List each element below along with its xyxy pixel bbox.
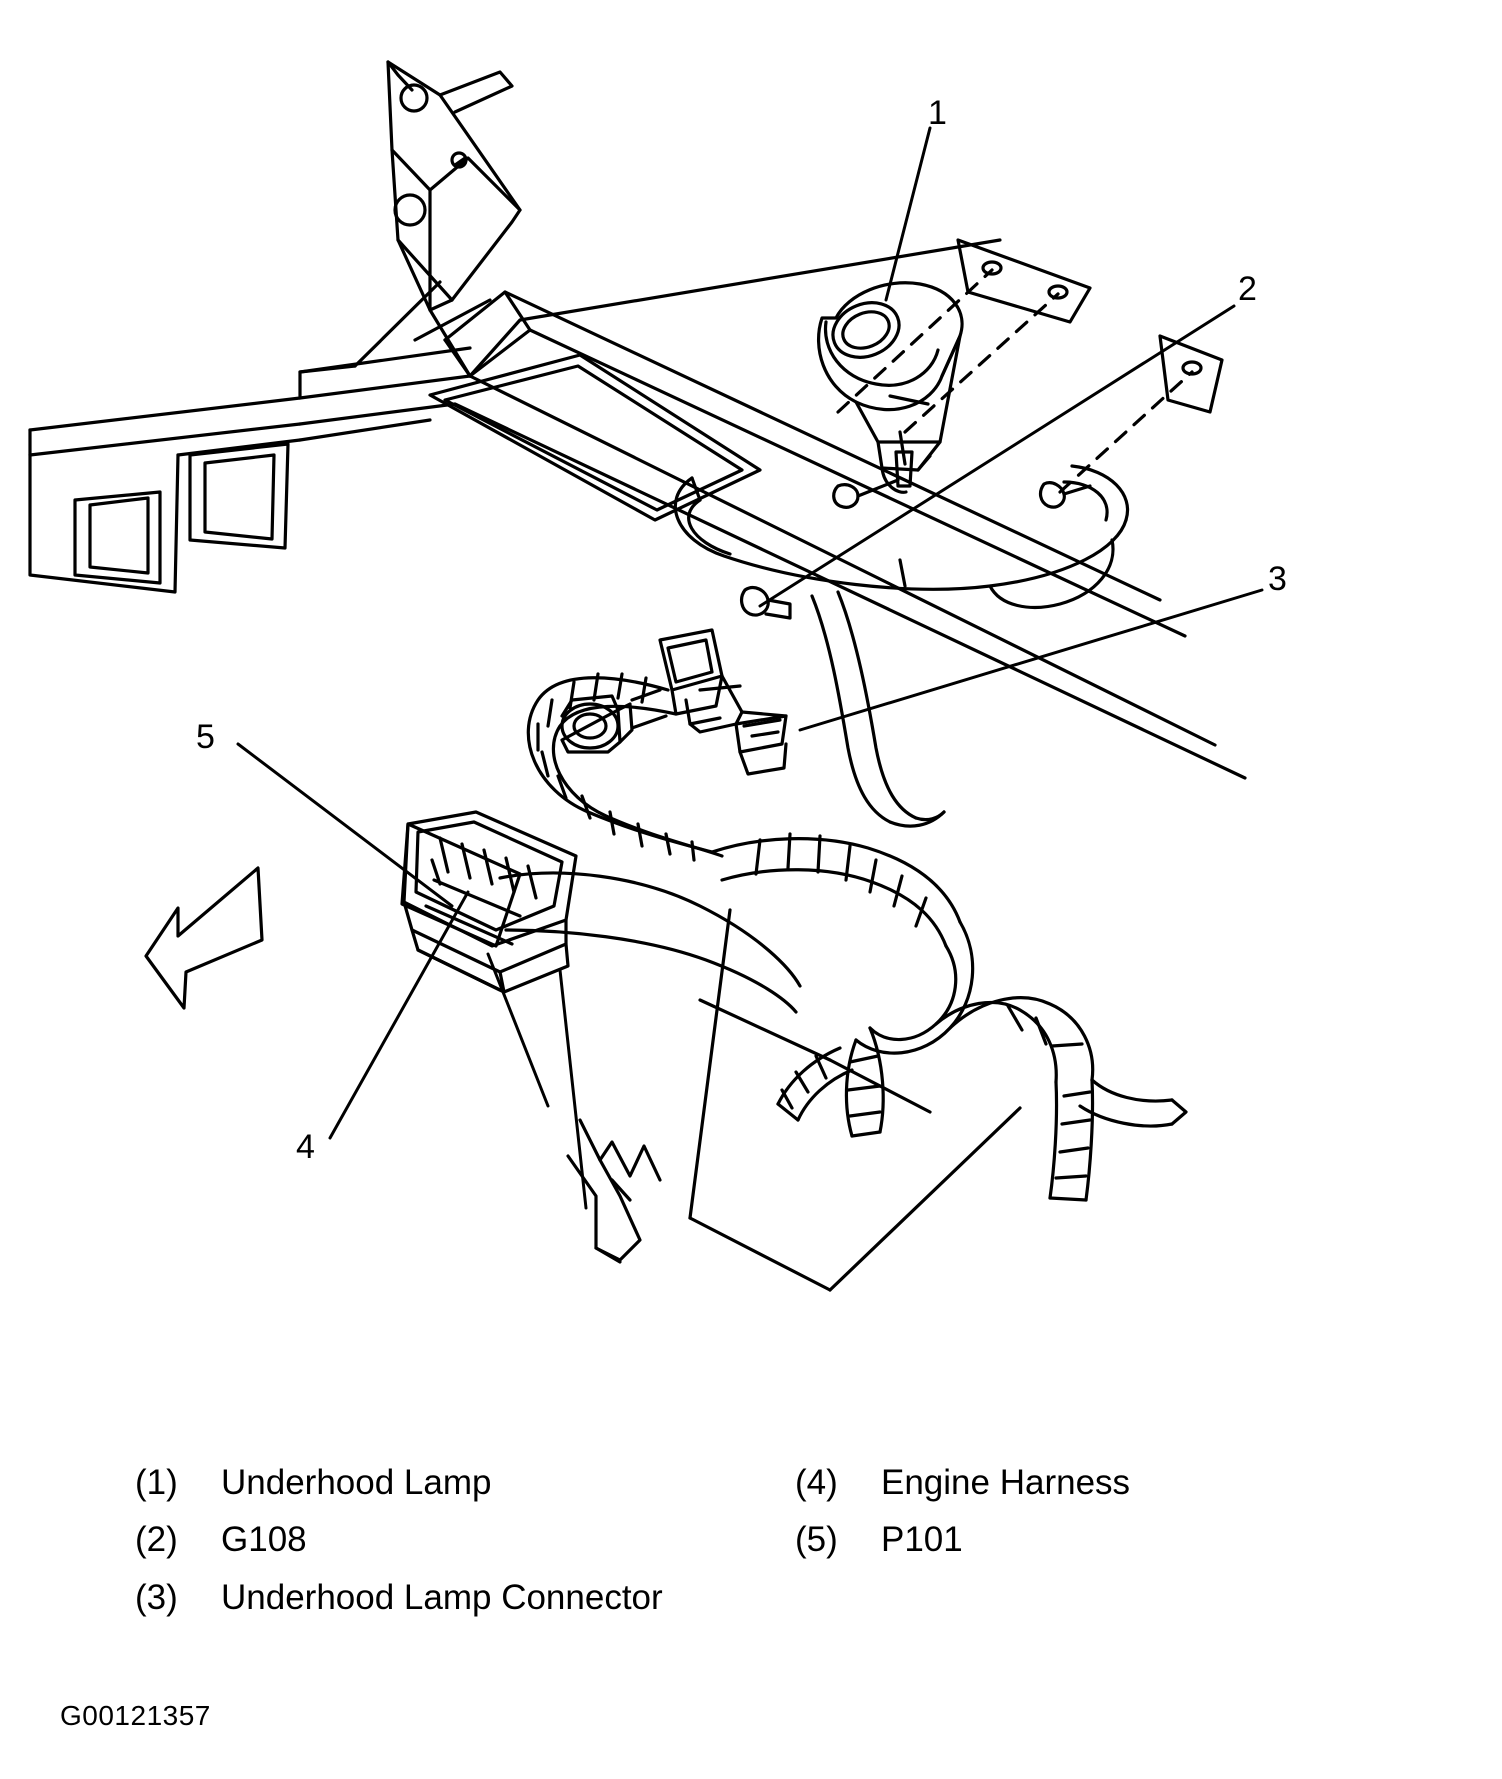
underhood-lamp (819, 283, 962, 493)
callout-number-1: 1 (928, 94, 947, 132)
legend-label: G108 (221, 1520, 307, 1560)
leader-4 (330, 892, 468, 1138)
hood-brace (388, 62, 520, 310)
hood-panel-outline (30, 366, 355, 592)
underhood-lamp-connector (660, 630, 786, 774)
callout-number-2: 2 (1238, 270, 1257, 308)
legend-item (135, 1577, 775, 1618)
legend-key: (1) (135, 1463, 178, 1502)
legend-column-right (795, 1462, 1315, 1577)
legend-item (135, 1519, 775, 1560)
legend-label: Underhood Lamp Connector (221, 1577, 663, 1617)
lamp-mount-tabs (958, 240, 1222, 412)
ground-stud-g108 (562, 690, 666, 752)
legend-label: Engine Harness (881, 1463, 1131, 1502)
legend-key: (4) (795, 1463, 838, 1502)
legend-key: (2) (135, 1520, 178, 1560)
hood-inner-rail (430, 292, 1185, 636)
figure-id-code: G00121357 (60, 1700, 211, 1731)
legend-column-left (135, 1462, 775, 1634)
leader-lines (238, 128, 1262, 1208)
legend-item (795, 1519, 1315, 1560)
leader-1 (886, 128, 930, 300)
engine-panel-lines (568, 910, 1020, 1290)
callout-number-5: 5 (196, 718, 215, 756)
callout-number-3: 3 (1268, 560, 1287, 598)
legend-label: P101 (881, 1520, 963, 1560)
leader-3 (800, 590, 1262, 730)
hood-long-edges (300, 240, 1245, 778)
legend-label: Underhood Lamp (221, 1463, 492, 1502)
direction-arrow (146, 868, 262, 1008)
leader-5-branch (560, 970, 586, 1208)
legend-item (135, 1462, 775, 1503)
callout-number-4: 4 (296, 1128, 315, 1166)
legend-key: (5) (795, 1520, 838, 1560)
leader-5 (238, 744, 452, 906)
legend-key: (3) (135, 1577, 178, 1617)
legend-item (795, 1462, 1315, 1503)
lamp-mount-dashed-lines (838, 270, 1192, 492)
